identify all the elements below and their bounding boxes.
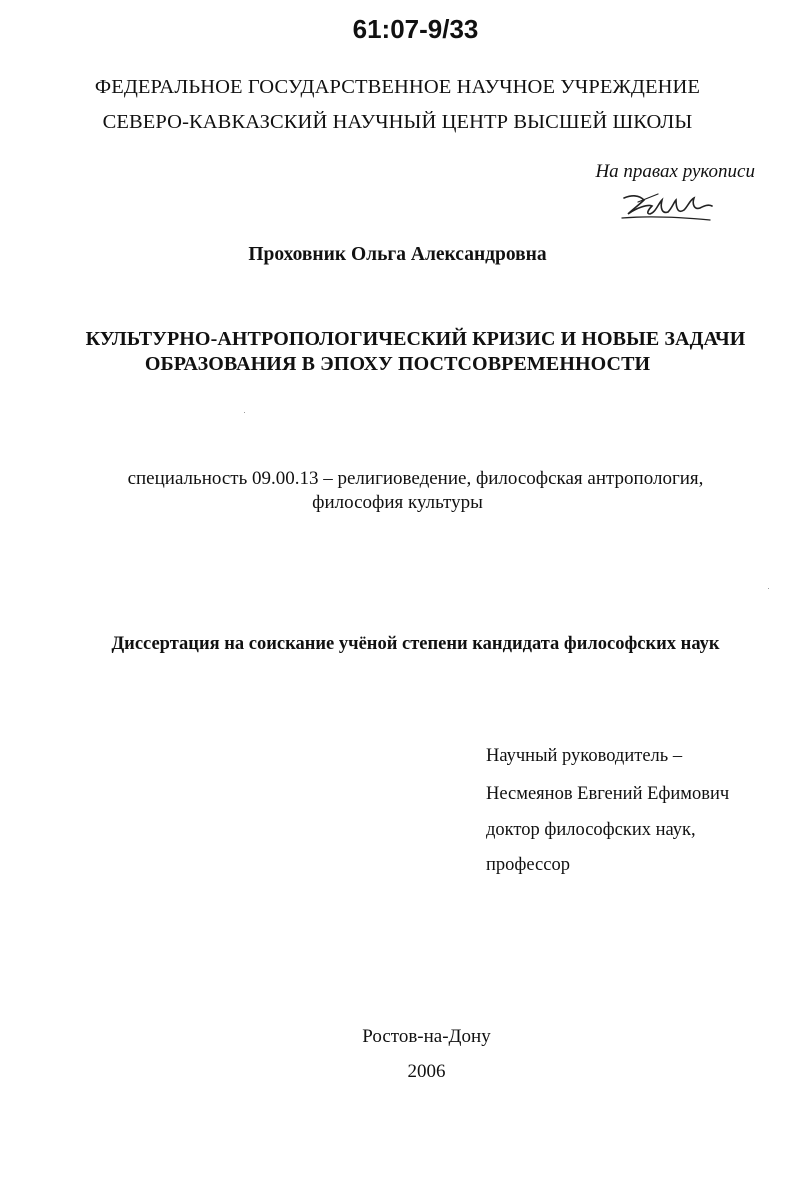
specialty-line-1: специальность 09.00.13 – религиоведение, философская антропология, — [127, 468, 704, 489]
supervisor-rank: профессор — [486, 855, 570, 875]
scan-speck — [244, 412, 245, 413]
city: Ростов-на-Дону — [362, 1026, 491, 1047]
institution-line-1: ФЕДЕРАЛЬНОЕ ГОСУДАРСТВЕННОЕ НАУЧНОЕ УЧРЕЖДЕНИЕ — [94, 76, 701, 98]
handwritten-signature — [618, 186, 718, 228]
archive-code: 61:07-9/33 — [352, 14, 479, 44]
degree-statement: Диссертация на соискание учёной степени кандидата философских наук — [111, 634, 720, 654]
specialty-line-2: философия культуры — [312, 492, 483, 513]
scan-speck — [768, 588, 769, 589]
supervisor-degree: доктор философских наук, — [486, 820, 696, 840]
dissertation-title-line-2: ОБРАЗОВАНИЯ В ЭПОХУ ПОСТСОВРЕМЕННОСТИ — [144, 353, 651, 375]
dissertation-title-line-1: КУЛЬТУРНО-АНТРОПОЛОГИЧЕСКИЙ КРИЗИС И НОВЫЕ ЗАДАЧИ — [85, 328, 746, 350]
institution-line-2: СЕВЕРО-КАВКАЗСКИЙ НАУЧНЫЙ ЦЕНТР ВЫСШЕЙ ШКОЛЫ — [102, 111, 693, 133]
manuscript-rights-note: На правах рукописи — [595, 161, 755, 182]
year: 2006 — [407, 1061, 446, 1082]
supervisor-name: Несмеянов Евгений Ефимович — [486, 784, 730, 804]
supervisor-role: Научный руководитель – — [486, 746, 683, 766]
author-name: Проховник Ольга Александровна — [248, 244, 547, 265]
